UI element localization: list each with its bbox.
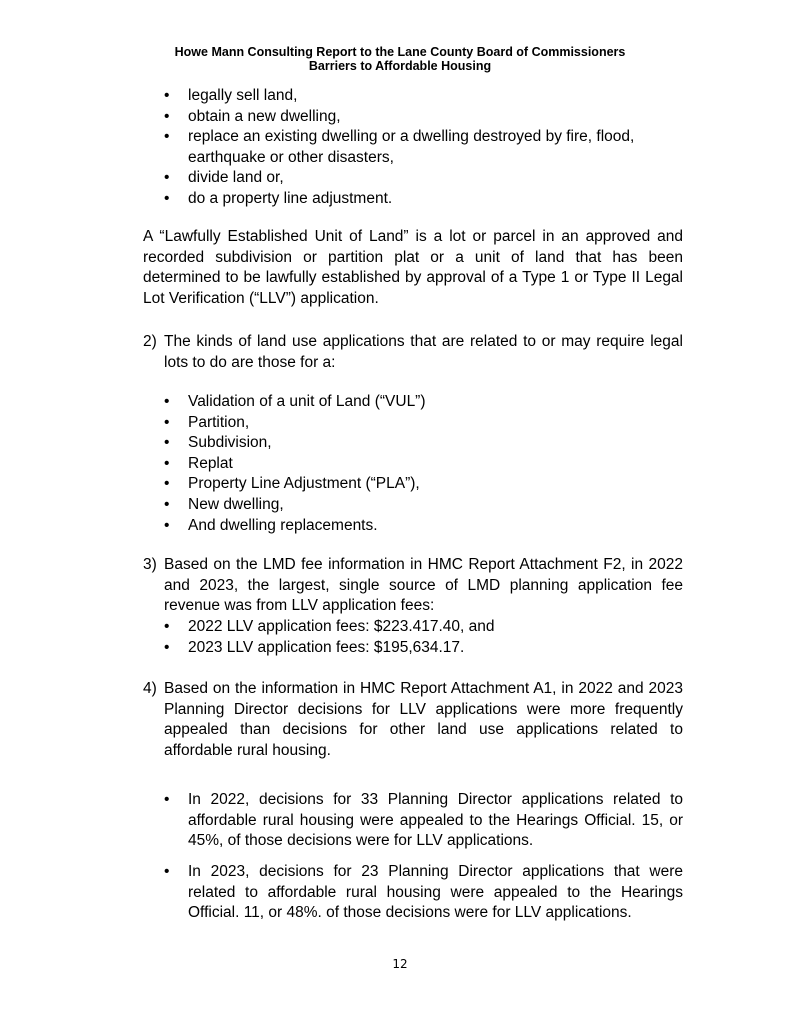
list-item: • In 2023, decisions for 23 Planning Director applications that were related to affordable rural housing were appealed to the Hearings Official. 11, or 48%. of those decisions were for LLV applications. <box>164 863 683 922</box>
numbered-item-3 <box>143 555 683 617</box>
list-item: • Partition, <box>164 413 250 431</box>
list-item: • Replat <box>164 454 233 472</box>
list-item: • replace an existing dwelling or a dwelling destroyed by fire, flood, earthquake or other disasters, <box>164 128 635 166</box>
item-text: Based on the information in HMC Report Attachment A1, in 2022 and 2023 Planning Director decisions for LLV applications were more frequently appealed than decisions for other land use applications related to affordable rural housing. <box>164 680 683 759</box>
item-number: 2) <box>143 333 157 350</box>
list-item: • New dwelling, <box>164 495 284 513</box>
list-item: • obtain a new dwelling, <box>164 107 341 125</box>
list-item: • 2022 LLV application fees: $223.417.40, and <box>164 618 495 635</box>
item4-bullet-list <box>164 790 683 852</box>
item4-bullet-list-2 <box>164 862 683 924</box>
list-item: • And dwelling replacements. <box>164 516 378 534</box>
item2-bullet-list <box>164 392 683 536</box>
report-header-title: Howe Mann Consulting Report to the Lane County Board of Commissioners <box>174 45 626 59</box>
intro-bullet-list <box>164 86 683 210</box>
item-number: 4) <box>143 680 157 697</box>
item3-bullet-list <box>164 617 683 658</box>
numbered-item-4 <box>143 679 683 761</box>
list-item: • Validation of a unit of Land (“VUL”) <box>164 393 426 410</box>
numbered-item-2 <box>143 332 683 373</box>
report-header-subtitle: Barriers to Affordable Housing <box>308 59 492 73</box>
list-item: • In 2022, decisions for 33 Planning Director applications related to affordable rural housing were appealed to the Hearings Official. 15, or 45%, of those decisions were for LLV applications. <box>164 791 683 850</box>
list-item: • do a property line adjustment. <box>164 189 393 207</box>
page-number: 12 <box>392 957 408 971</box>
list-item: • divide land or, <box>164 169 284 187</box>
list-item: • Subdivision, <box>164 434 272 452</box>
item-text: The kinds of land use applications that are related to or may require legal lots to do are those for a: <box>164 333 683 371</box>
list-item: • legally sell land, <box>164 87 298 104</box>
item-number: 3) <box>143 556 157 573</box>
definition-paragraph: A “Lawfully Established Unit of Land” is a lot or parcel in an approved and recorded subdivision or partition plat or a unit of land that has been determined to be lawfully established by approval of a Type 1 or Type II Legal Lot Verification (“LLV”) application. <box>143 228 683 307</box>
list-item: • 2023 LLV application fees: $195,634.17. <box>164 638 465 656</box>
list-item: • Property Line Adjustment (“PLA”), <box>164 475 420 493</box>
item-text: Based on the LMD fee information in HMC Report Attachment F2, in 2022 and 2023, the largest, single source of LMD planning application fee revenue was from LLV application fees: <box>164 556 683 615</box>
